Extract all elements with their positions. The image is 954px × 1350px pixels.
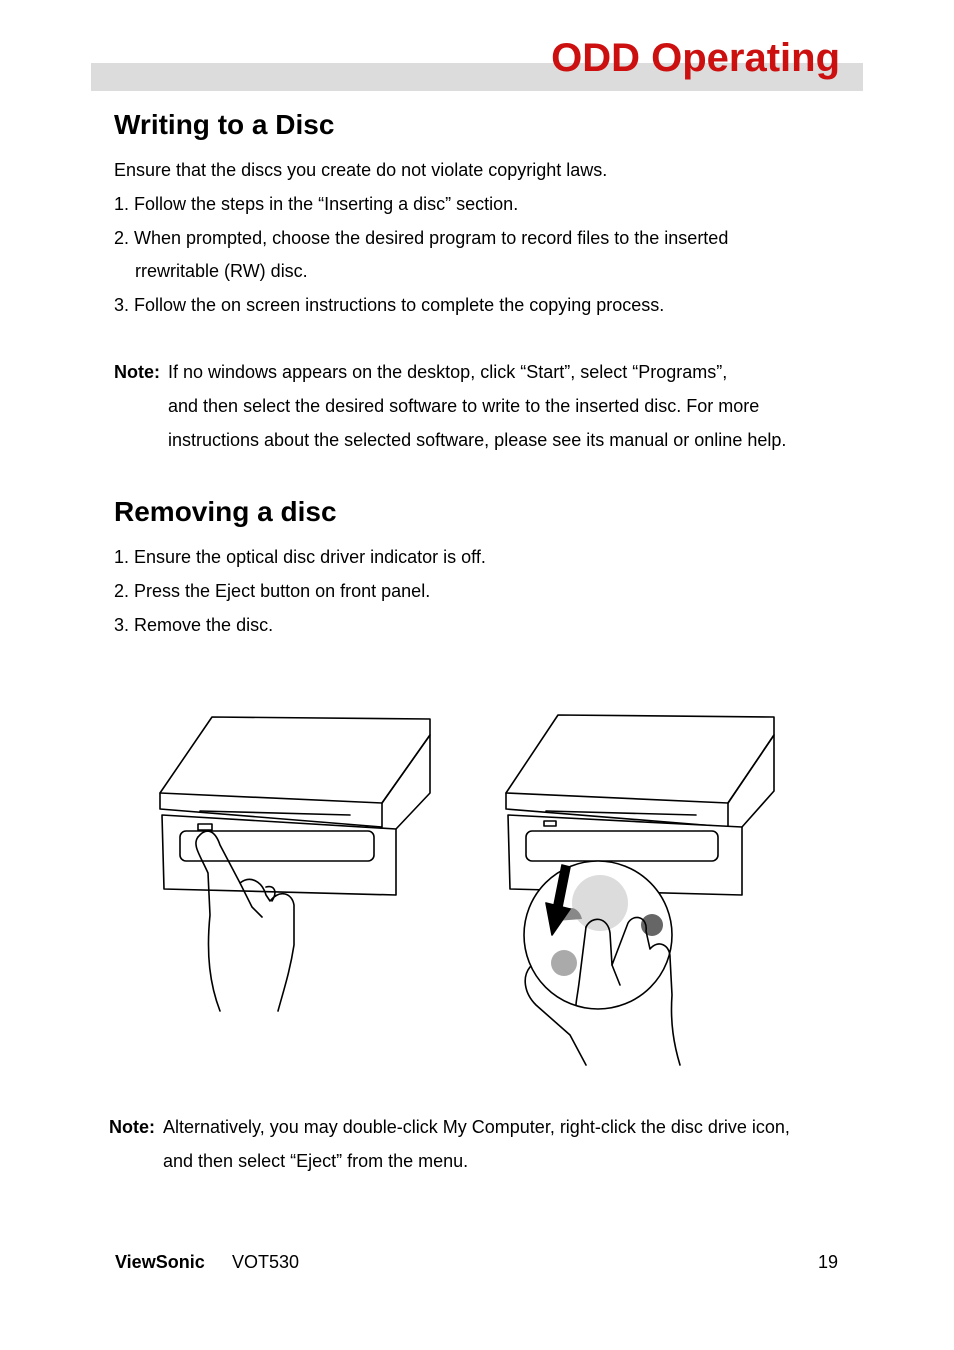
writing-intro: Ensure that the discs you create do not violate copyright laws. bbox=[114, 160, 608, 180]
writing-step-1: 1. Follow the steps in the “Inserting a disc” section. bbox=[114, 194, 519, 214]
writing-step-3: 3. Follow the on screen instructions to complete the copying process. bbox=[114, 295, 665, 315]
page-title: ODD Operating bbox=[551, 36, 840, 80]
writing-note-line-2: and then select the desired software to write to the inserted disc. For more bbox=[168, 396, 760, 416]
removing-step-2: 2. Press the Eject button on front panel. bbox=[114, 581, 431, 601]
removing-note-line-1: Alternatively, you may double-click My Computer, right-click the disc drive icon, bbox=[163, 1117, 790, 1137]
section-heading-removing: Removing a disc bbox=[114, 496, 337, 527]
writing-note-line-1: If no windows appears on the desktop, click “Start”, select “Programs”, bbox=[168, 362, 728, 382]
writing-step-2-cont: rrewritable (RW) disc. bbox=[135, 261, 308, 281]
removing-note-label: Note: bbox=[109, 1117, 155, 1137]
writing-step-2: 2. When prompted, choose the desired program to record files to the inserted bbox=[114, 228, 729, 248]
removing-step-1: 1. Ensure the optical disc driver indicator is off. bbox=[114, 547, 486, 567]
footer-page-number: 19 bbox=[817, 1252, 838, 1272]
drive-pressing-eject-drawing bbox=[160, 717, 430, 1011]
section-heading-writing: Writing to a Disc bbox=[114, 109, 335, 140]
footer-brand: ViewSonic bbox=[115, 1252, 205, 1272]
drive-removing-disc-drawing bbox=[506, 715, 774, 1065]
writing-note-label: Note: bbox=[114, 362, 160, 382]
removing-note-line-2: and then select “Eject” from the menu. bbox=[163, 1151, 469, 1171]
eject-disc-illustration bbox=[150, 705, 790, 1075]
removing-step-3: 3. Remove the disc. bbox=[114, 615, 274, 635]
writing-note-line-3: instructions about the selected software, please see its manual or online help. bbox=[168, 430, 787, 450]
footer-model: VOT530 bbox=[232, 1252, 300, 1272]
